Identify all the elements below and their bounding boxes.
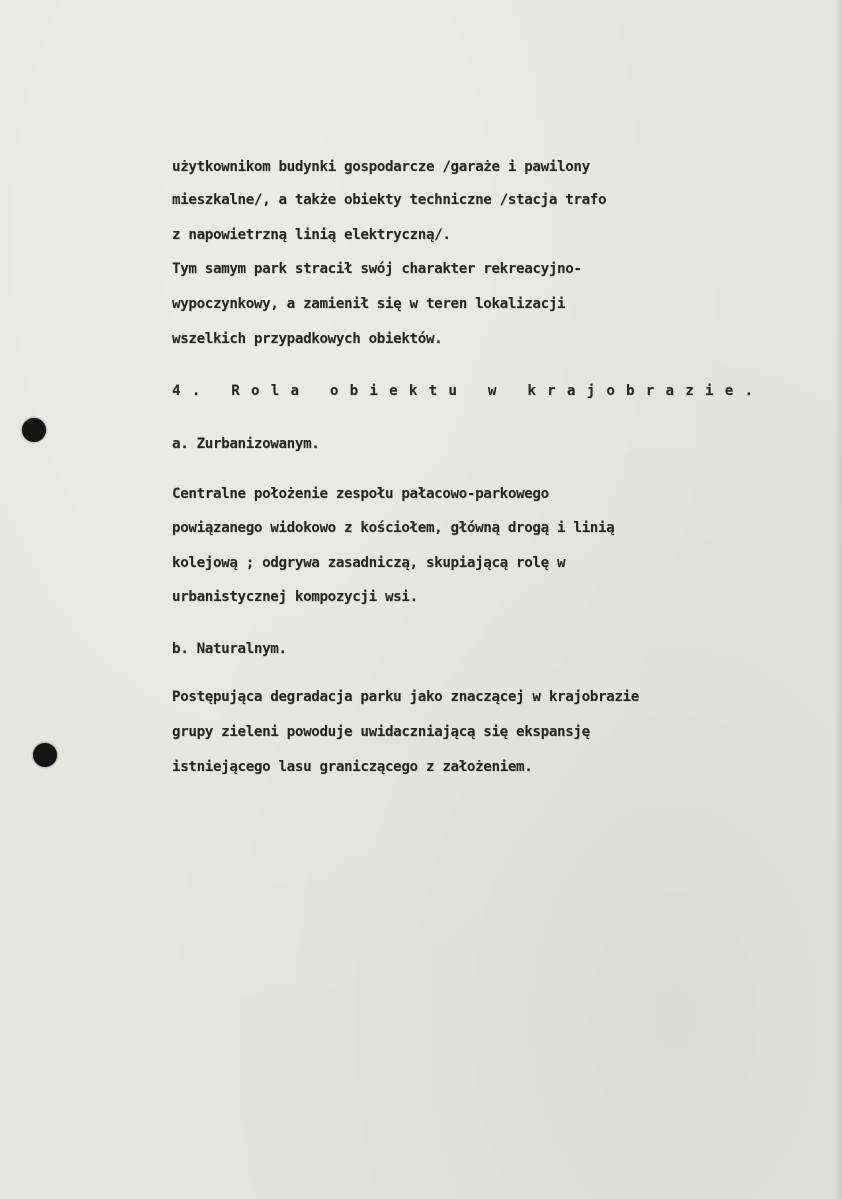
text-line: urbanistycznej kompozycji wsi.	[172, 589, 418, 605]
punch-hole	[33, 743, 57, 767]
subsection-heading-b: b. Naturalnym.	[172, 641, 287, 657]
subsection-heading-a: a. Zurbanizowanym.	[172, 436, 320, 452]
text-line: Centralne położenie zespołu pałacowo-parkowego	[172, 486, 549, 502]
text-line: istniejącego lasu graniczącego z założeniem.	[172, 759, 533, 775]
text-line: grupy zieleni powoduje uwidaczniającą się ekspansję	[172, 724, 590, 740]
text-line: powiązanego widokowo z kościołem, główną drogą i linią	[172, 520, 615, 536]
punch-hole	[22, 418, 46, 442]
text-line: wszelkich przypadkowych obiektów.	[172, 331, 443, 347]
text-line: mieszkalne/, a także obiekty techniczne /stacja trafo	[172, 192, 607, 208]
text-line: wypoczynkowy, a zamienił się w teren lokalizacji	[172, 296, 566, 312]
text-line: Postępująca degradacja parku jako znaczącej w krajobrazie	[172, 689, 639, 705]
text-line: użytkownikom budynki gospodarcze /garaże i pawilony	[172, 159, 590, 175]
text-line: kolejową ; odgrywa zasadniczą, skupiającą rolę w	[172, 555, 566, 571]
text-line: z napowietrzną linią elektryczną/.	[172, 227, 451, 243]
text-line: Tym samym park stracił swój charakter rekreacyjno-	[172, 261, 582, 277]
section-heading: 4. Rola obiektu w krajobrazie.	[172, 383, 765, 399]
